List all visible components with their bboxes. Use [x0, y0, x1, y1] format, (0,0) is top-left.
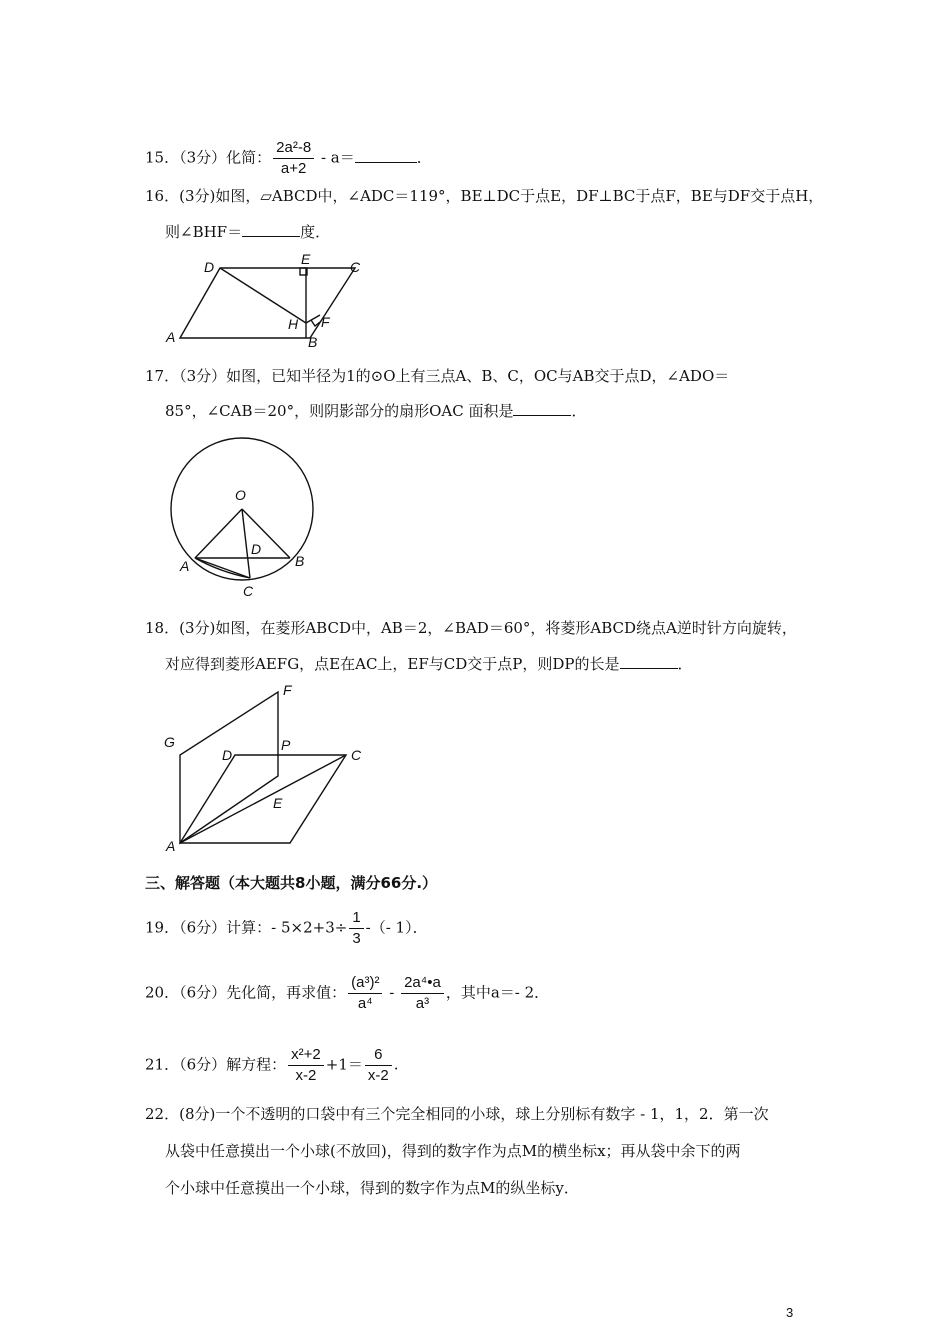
label-O: O [235, 487, 246, 503]
question-18-line2: 对应得到菱形AEFG，点E在AC上，EF与CD交于点P，则DP的长是 ． [165, 655, 693, 673]
label-B: B [295, 553, 305, 569]
question-21: 21．（6分）解方程： $\frac{\text{x²+2}}{x-2}$ +1＝ $\frac{6}{x-2}$ . [145, 1046, 399, 1084]
label-E: E [301, 251, 311, 267]
q19-fraction: $\frac{1}{3}$ [349, 908, 363, 949]
q15-label: 15．（3分）化简： [145, 148, 272, 167]
answer-blank[interactable] [513, 401, 571, 416]
question-22-line3: 个小球中任意摸出一个小球，得到的数字作为点M的纵坐标y． [165, 1179, 579, 1197]
label-A: A [180, 558, 190, 574]
label-C: C [350, 259, 361, 275]
q18-rhombus-figure [160, 680, 380, 860]
question-20: 20．（6分）先化简，再求值： $\frac{\text{(a³)²}}{\text{a⁴}}$ - $\frac{\text{2a⁴•a}}{\text{a³}}$ ，其中a＝- 2． [145, 974, 550, 1012]
label-B: B [308, 334, 318, 350]
label-P: P [281, 737, 291, 753]
q17-circle-figure [165, 430, 325, 600]
label-A: A [166, 838, 176, 854]
label-H: H [288, 316, 299, 332]
page-number: 3 [786, 1305, 794, 1320]
q21-fraction-2: $\frac{6}{x-2}$ [365, 1045, 392, 1086]
label-E: E [273, 795, 283, 811]
q20-fraction-2: $\frac{\text{2a⁴•a}}{\text{a³}}$ [401, 973, 444, 1014]
question-19: 19．（6分）计算：- 5×2+3÷ $\frac{1}{3}$ -（- 1）． [145, 909, 428, 947]
question-16-line2: 则∠BHF＝ 度． [165, 223, 331, 241]
q15-fraction: $\frac{\text{2a²-8}}{a+2}$ [273, 138, 314, 179]
q21-fraction-1: $\frac{\text{x²+2}}{x-2}$ [288, 1045, 324, 1086]
q16-parallelogram-figure [160, 252, 370, 352]
label-C: C [351, 747, 362, 763]
question-15: 15．（3分）化简： $\frac{\text{2a²-8}}{a+2}$ - a＝ ． [145, 139, 432, 177]
question-18-line1: 18．(3分)如图，在菱形ABCD中，AB＝2，∠BAD＝60°，将菱形ABCD绕点A逆时针方向旋转， [145, 619, 797, 637]
question-22-line1: 22．(8分)一个不透明的口袋中有三个完全相同的小球，球上分别标有数字 - 1，1，2．第一次 [145, 1105, 769, 1123]
answer-blank[interactable] [355, 148, 417, 163]
answer-blank[interactable] [242, 222, 300, 237]
question-17-line1: 17．（3分）如图，已知半径为1的⊙O上有三点A、B、C，OC与AB交于点D，∠ADO＝ [145, 367, 730, 385]
label-F: F [321, 314, 330, 330]
q20-fraction-1: $\frac{\text{(a³)²}}{\text{a⁴}}$ [348, 973, 382, 1014]
label-D: D [222, 747, 233, 763]
label-F: F [283, 682, 292, 698]
question-16-line1: 16．(3分)如图，▱ABCD中，∠ADC＝119°，BE⊥DC于点E，DF⊥BC于点F，BE与DF交于点H， [145, 187, 824, 205]
label-A: A [166, 329, 176, 345]
answer-blank[interactable] [620, 654, 678, 669]
label-D: D [251, 541, 262, 557]
label-G: G [164, 734, 175, 750]
section-3-heading: 三、解答题（本大题共8小题，满分66分.） [145, 874, 438, 892]
question-22-line2: 从袋中任意摸出一个小球(不放回)，得到的数字作为点M的横坐标x；再从袋中余下的两 [165, 1142, 741, 1160]
label-C: C [243, 583, 254, 599]
label-D: D [204, 259, 215, 275]
question-17-line2: 85°，∠CAB＝20°，则阴影部分的扇形OAC 面积是 ． [165, 402, 587, 420]
